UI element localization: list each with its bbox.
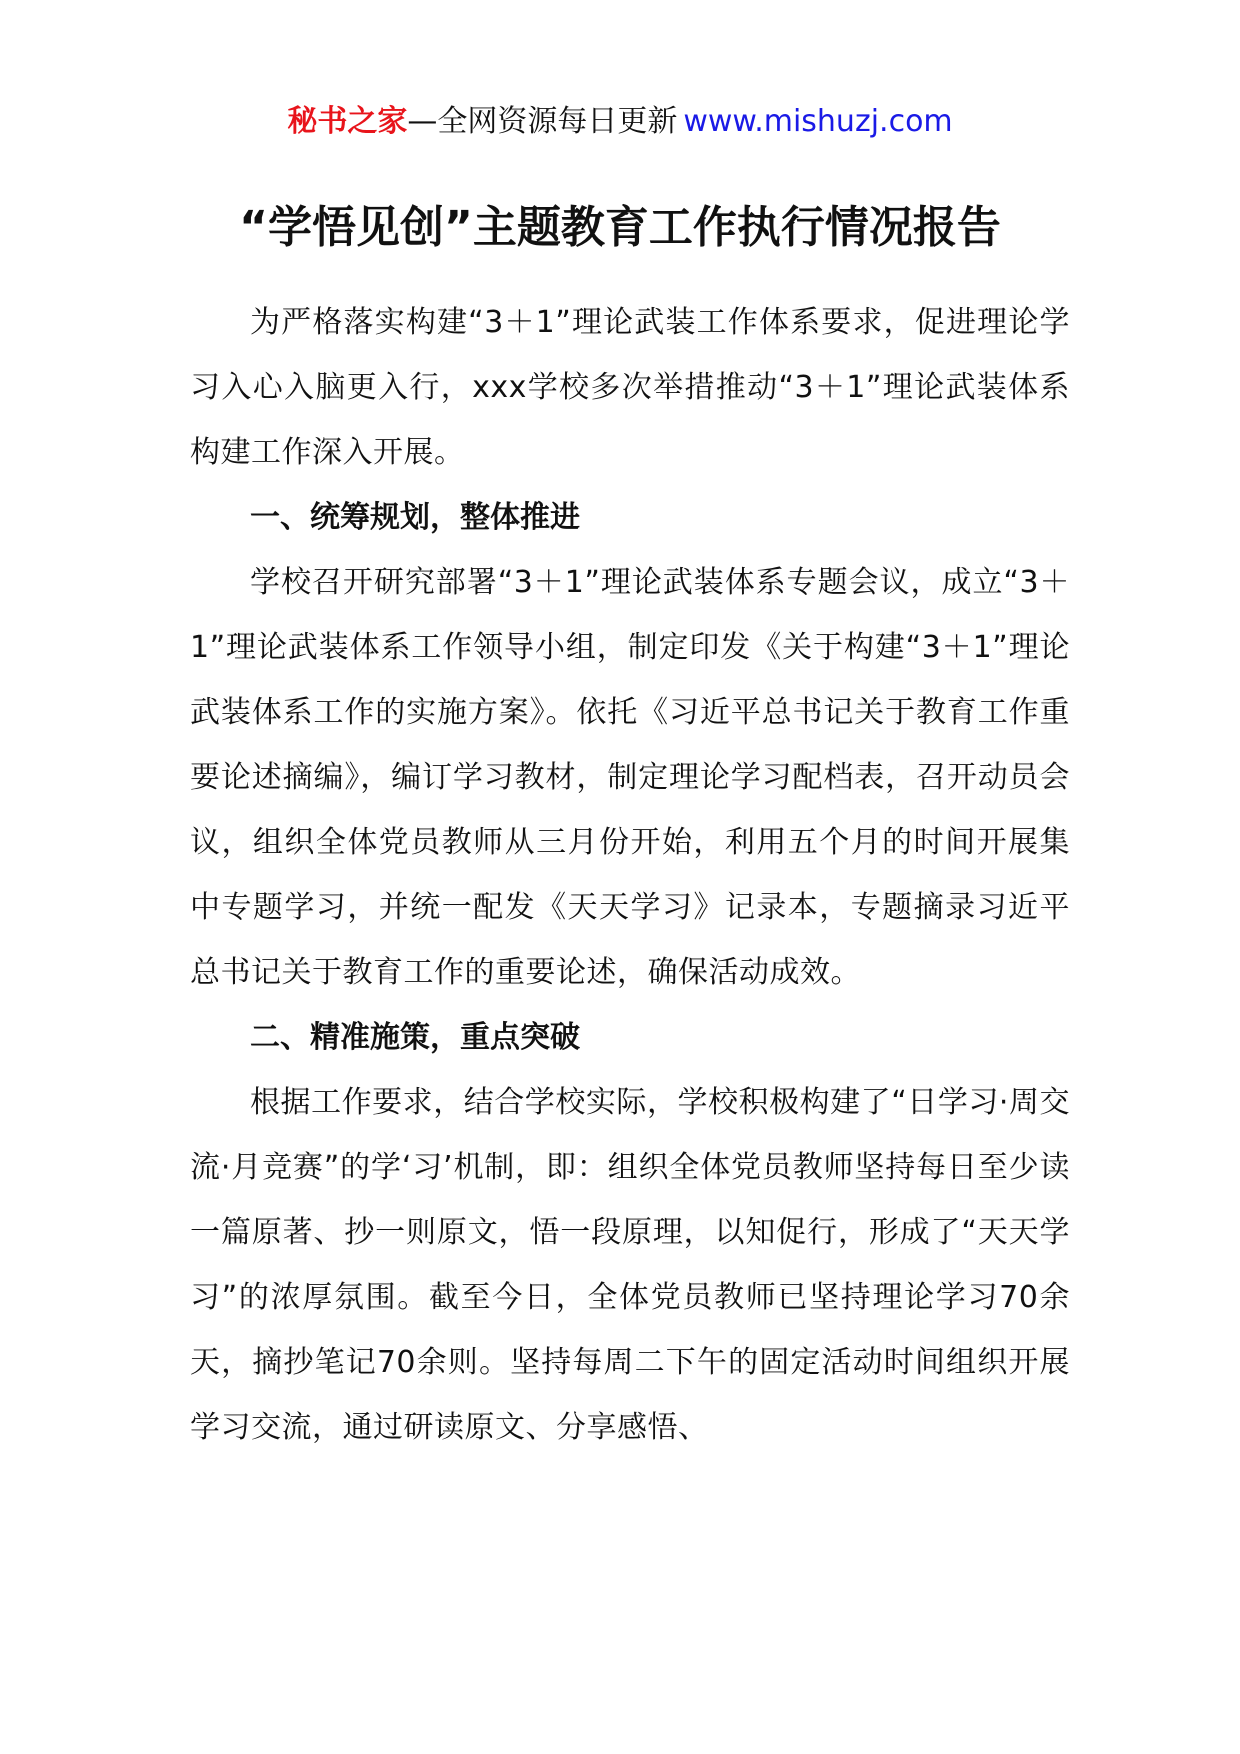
section-heading-2: 二、精准施策，重点突破 (250, 1020, 580, 1055)
document-body (190, 290, 1070, 1460)
section-paragraph-1: 学校召开研究部署“3＋1”理论武装体系专题会议，成立“3＋1”理论武装体系工作领导小组，制定印发《关于构建“3＋1”理论武装体系工作的实施方案》。依托《习近平总书记关于教育工作重要论述摘编》，编订学习教材，制定理论学习配档表，召开动员会议，组织全体党员教师从三月份开始，利用五个月的时间开展集中专题学习，并统一配发《天天学习》记录本，专题摘录习近平总书记关于教育工作的重要论述，确保活动成效。 (190, 565, 1070, 990)
section-paragraph-2: 根据工作要求，结合学校实际，学校积极构建了“日学习·周交流·月竞赛”的学‘习’机制，即：组织全体党员教师坚持每日至少读一篇原著、抄一则原文，悟一段原理，以知促行，形成了“天天学习”的浓厚氛围。截至今日，全体党员教师已坚持理论学习70余天，摘抄笔记70余则。坚持每周二下午的固定活动时间组织开展学习交流，通过研读原文、分享感悟、 (190, 1085, 1070, 1445)
document-title: “学悟见创”主题教育工作执行情况报告 (239, 202, 1001, 253)
section-heading-1: 一、统筹规划，整体推进 (250, 500, 580, 535)
site-url-link[interactable]: www.mishuzj.com (683, 104, 953, 139)
site-slogan: —全网资源每日更新 (407, 104, 678, 139)
site-brand-name: 秘书之家 (287, 104, 408, 139)
site-header-banner (0, 100, 1240, 144)
intro-paragraph: 为严格落实构建“3＋1”理论武装工作体系要求，促进理论学习入心入脑更入行，xxx学校多次举措推动“3＋1”理论武装体系构建工作深入开展。 (190, 305, 1070, 470)
